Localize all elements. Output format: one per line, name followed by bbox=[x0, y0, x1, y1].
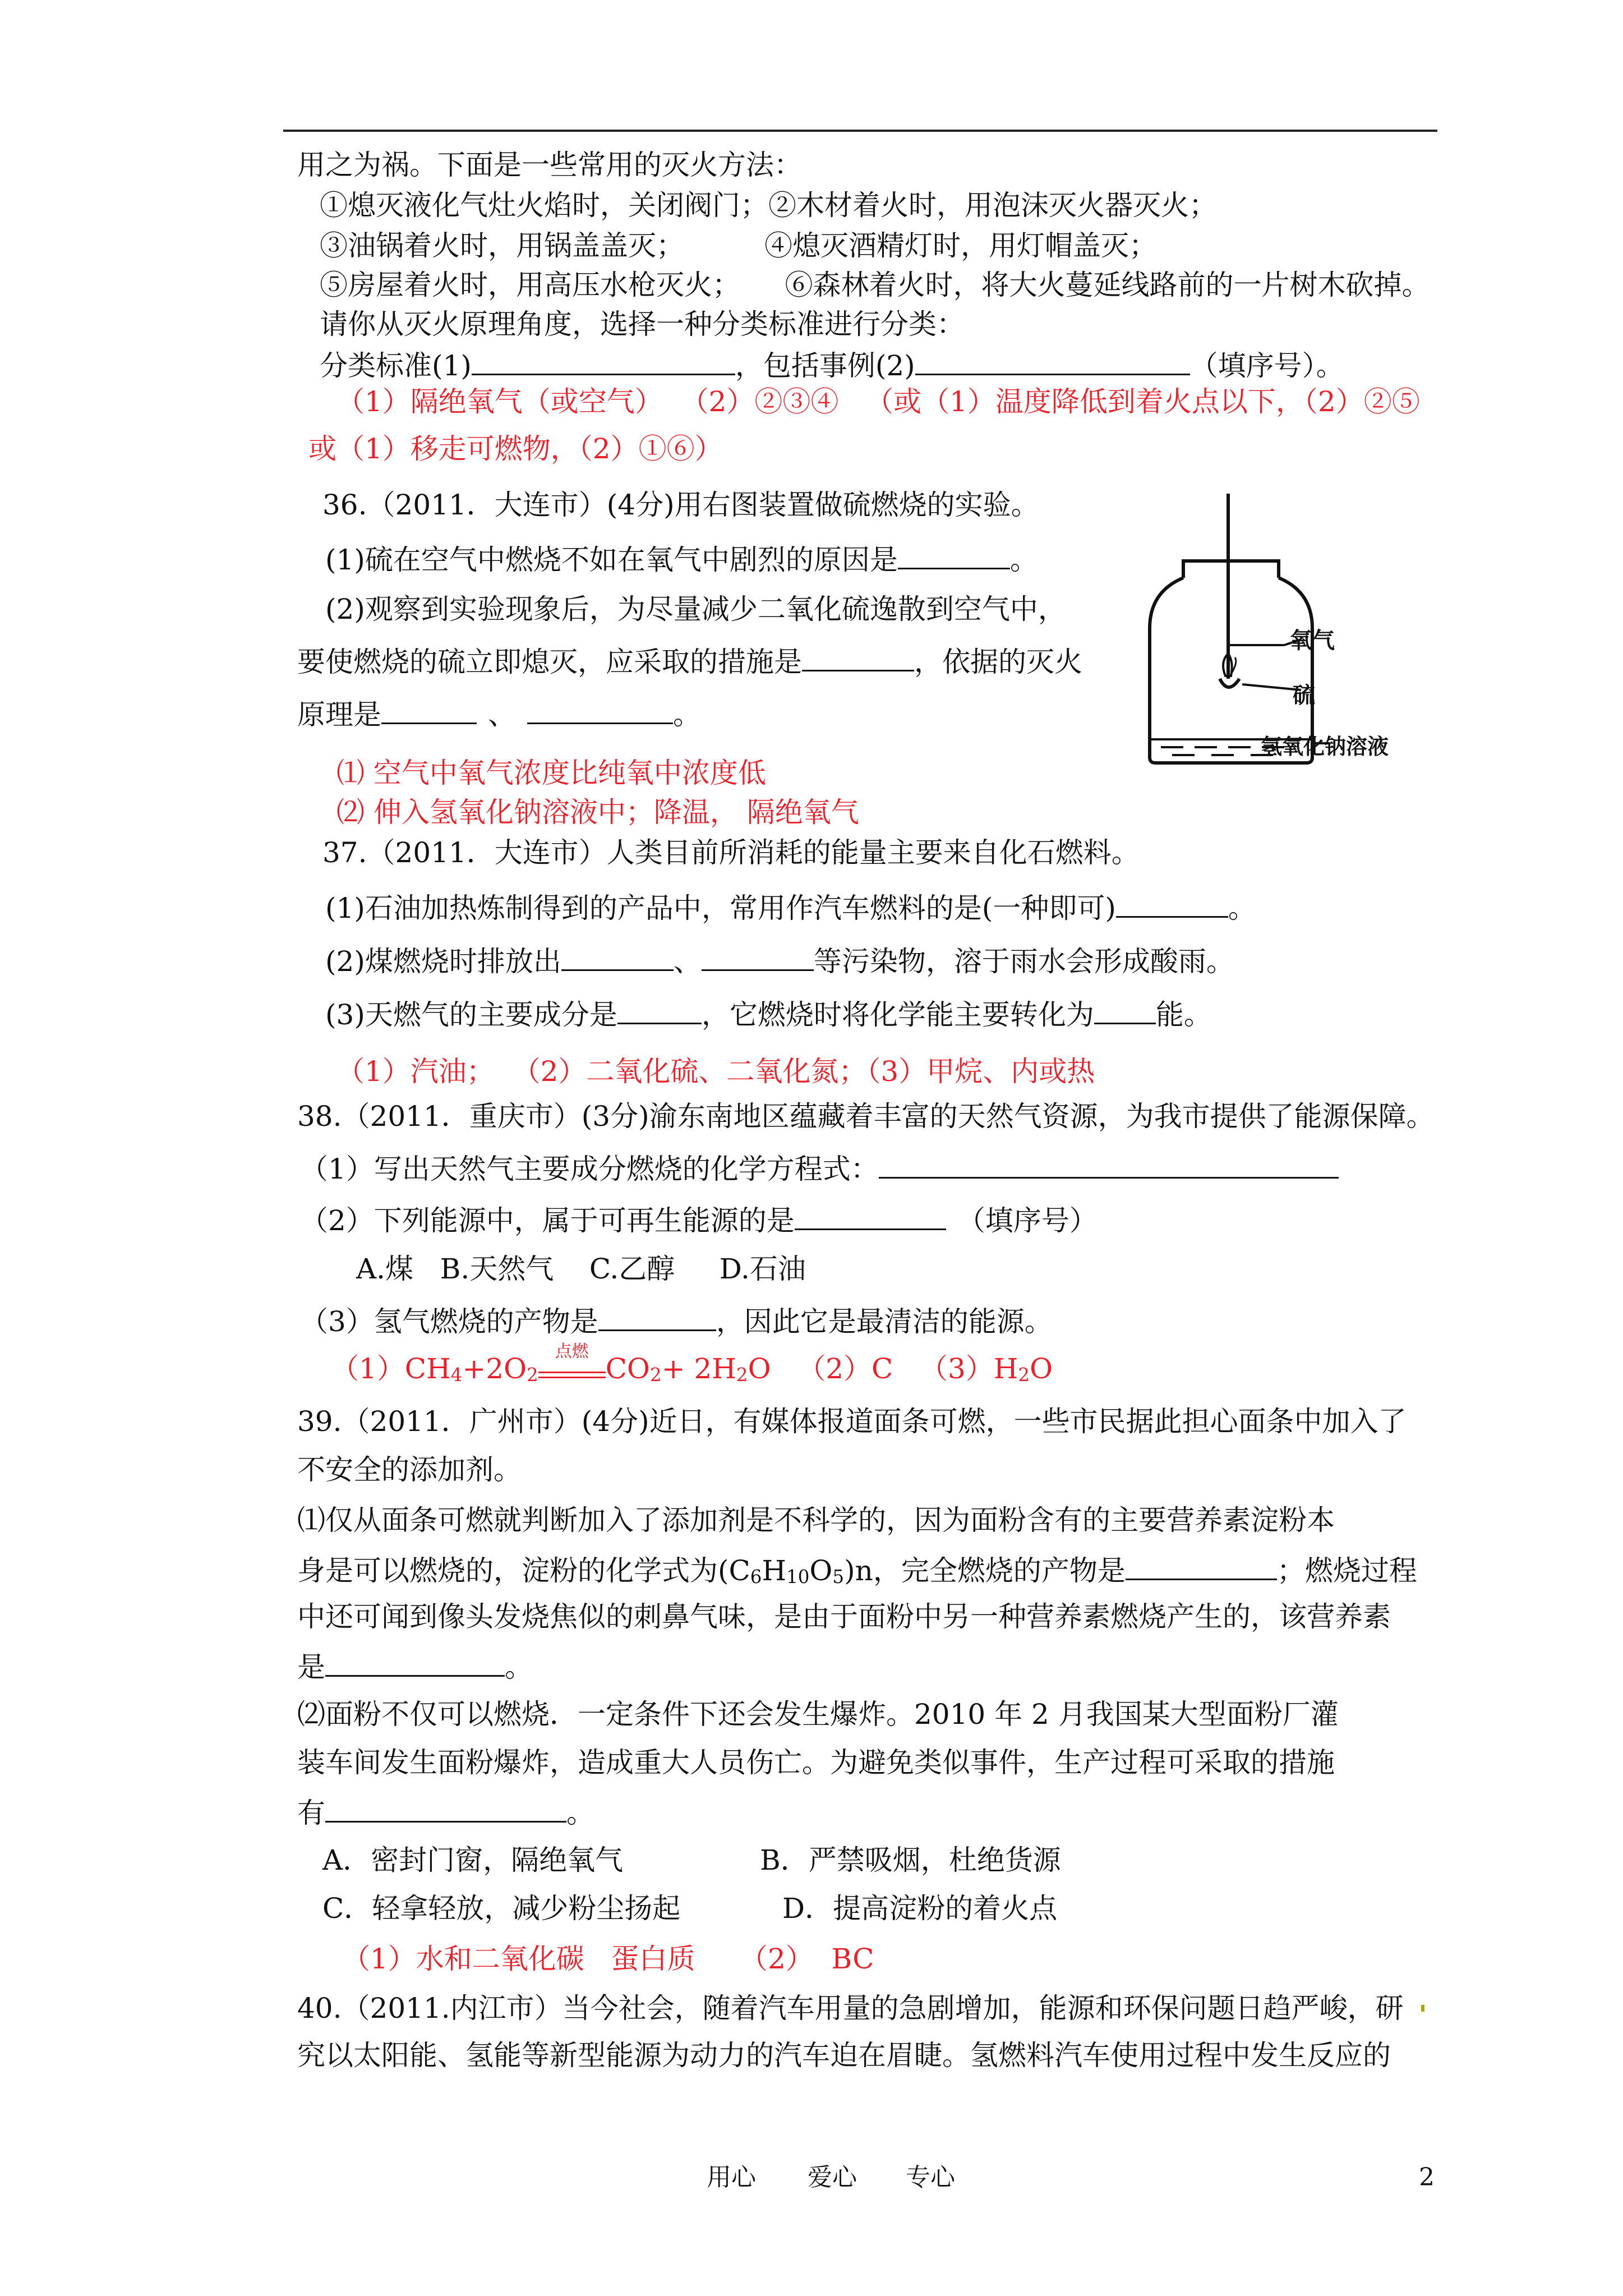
q36-part1-end: 。 bbox=[1009, 544, 1038, 576]
q36-principle-label: 原理是 bbox=[297, 698, 381, 731]
q36-part2-text2: ，依据的灭火 bbox=[914, 646, 1082, 678]
intro-line-1: 用之为祸。下面是一些常用的灭火方法： bbox=[297, 149, 802, 181]
q39-p1-line4 bbox=[297, 1648, 533, 1684]
ans38-sub: 2 bbox=[527, 1364, 538, 1386]
intro-line-2: ①熄灭液化气灶火焰时，关闭阀门；②木材着火时，用泡沫灭火器灭火； bbox=[320, 189, 1217, 222]
examples-label: ，包括事例(2) bbox=[735, 349, 915, 382]
q40-line-2: 究以太阳能、氢能等新型能源为动力的汽车迫在眉睫。氢燃料汽车使用过程中发生反应的 bbox=[297, 2039, 1391, 2072]
ans38-c: CO bbox=[605, 1352, 650, 1385]
footer-motto-2: 爱心 bbox=[808, 2163, 857, 2192]
q38-part3-end: ，因此它是最清洁的能源。 bbox=[716, 1305, 1053, 1338]
q39-text: 是 bbox=[297, 1651, 325, 1683]
answer-blank[interactable] bbox=[598, 1303, 716, 1331]
answer-blank[interactable] bbox=[617, 996, 702, 1024]
figure-label-oxygen: 氧气 bbox=[1290, 627, 1335, 654]
q37-title: 37.（2011．大连市）人类目前所消耗的能量主要来自化石燃料。 bbox=[322, 836, 1140, 869]
q39-p2-line2: 装车间发生面粉爆炸，造成重大人员伤亡。为避免类似事件，生产过程可采取的措施 bbox=[297, 1746, 1335, 1779]
q39-formula-a: 身是可以燃烧的，淀粉的化学式为(C bbox=[297, 1554, 750, 1587]
q39-formula-d: )n，完全燃烧的产物是 bbox=[844, 1554, 1126, 1587]
ans38-sub: 2 bbox=[736, 1364, 748, 1386]
ans38-a: （1）CH bbox=[331, 1352, 451, 1385]
q39-formula-b: H bbox=[762, 1554, 787, 1587]
answer-39: （1）水和二氧化碳 蛋白质 （2） BC bbox=[342, 1943, 874, 1975]
answer-blank[interactable] bbox=[802, 643, 914, 671]
q37-part2 bbox=[325, 942, 1234, 978]
answer-35-line-2: 或（1）移走可燃物，（2）①⑥） bbox=[308, 432, 723, 465]
q37-part1-end: 。 bbox=[1228, 892, 1256, 924]
answer-blank[interactable] bbox=[561, 942, 674, 971]
ans38-f: O bbox=[1030, 1352, 1053, 1385]
q39-text: 。 bbox=[505, 1651, 533, 1683]
q39-formula-c: O bbox=[809, 1554, 833, 1587]
answer-blank[interactable] bbox=[1094, 996, 1156, 1024]
q37-part3 bbox=[325, 996, 1212, 1032]
q39-text: ；燃烧过程 bbox=[1276, 1554, 1417, 1587]
figure-label-sulfur: 硫 bbox=[1293, 682, 1315, 708]
q38-part2 bbox=[300, 1202, 1098, 1237]
q39-option-d: D．提高淀粉的着火点 bbox=[782, 1892, 1058, 1925]
q39-title-2: 不安全的添加剂。 bbox=[297, 1453, 522, 1486]
intro-line-5: 请你从灭火原理角度，选择一种分类标准进行分类： bbox=[320, 308, 965, 341]
footer-motto-1: 用心 bbox=[707, 2163, 756, 2192]
footer-motto-3: 专心 bbox=[906, 2163, 955, 2192]
answer-blank[interactable] bbox=[527, 696, 673, 724]
ans38-sub: 2 bbox=[1018, 1364, 1030, 1386]
q36-sep: 、 bbox=[488, 698, 516, 731]
answer-blank[interactable] bbox=[325, 1794, 566, 1823]
q39-option-b: B．严禁吸烟，杜绝货源 bbox=[760, 1844, 1061, 1876]
answer-36-line-1: ⑴ 空气中氧气浓度比纯氧中浓度低 bbox=[336, 757, 766, 789]
page-number: 2 bbox=[1419, 2163, 1435, 2192]
reaction-condition bbox=[538, 1342, 606, 1378]
q38-options: A.煤 B.天然气 C.乙醇 D.石油 bbox=[356, 1253, 806, 1285]
q37-part2-text2: 等污染物，溶于雨水会形成酸雨。 bbox=[813, 945, 1234, 978]
reaction-condition-label: 点燃 bbox=[555, 1342, 589, 1361]
q36-part2-line3 bbox=[297, 696, 701, 731]
q39-sub: 5 bbox=[832, 1566, 845, 1588]
header-rule bbox=[283, 130, 1437, 132]
ans38-e: O （2）C （3）H bbox=[748, 1352, 1018, 1385]
answer-blank[interactable] bbox=[325, 1648, 505, 1677]
q39-p1-line1: ⑴仅从面条可燃就判断加入了添加剂是不科学的，因为面粉含有的主要营养素淀粉本 bbox=[297, 1504, 1335, 1536]
q39-p1-line3: 中还可闻到像头发烧焦似的刺鼻气味，是由于面粉中另一种营养素燃烧产生的，该营养素 bbox=[297, 1600, 1391, 1633]
fill-number-label: （填序号）。 bbox=[1189, 349, 1344, 382]
q38-part3 bbox=[300, 1303, 1053, 1338]
q37-part2-text: (2)煤燃烧时排放出 bbox=[325, 945, 561, 978]
q39-text: 有 bbox=[297, 1797, 325, 1829]
q36-part1-text: (1)硫在空气中燃烧不如在氧气中剧烈的原因是 bbox=[325, 544, 898, 576]
answer-35-line-1: （1）隔绝氧气（或空气） （2）②③④ （或（1）温度降低到着火点以下，（2）②⑤ bbox=[336, 385, 1420, 418]
q36-part1 bbox=[325, 541, 1038, 577]
q38-part1-text: （1）写出天然气主要成分燃烧的化学方程式： bbox=[300, 1153, 879, 1185]
ans38-d: + 2H bbox=[661, 1352, 736, 1385]
q37-sep: 、 bbox=[673, 945, 702, 978]
answer-blank[interactable] bbox=[795, 1202, 946, 1230]
answer-blank[interactable] bbox=[1126, 1552, 1277, 1580]
q39-option-c: C．轻拿轻放，减少粉尘扬起 bbox=[322, 1892, 681, 1925]
stray-mark bbox=[1421, 2005, 1424, 2012]
answer-blank[interactable] bbox=[898, 541, 1010, 569]
q37-part1 bbox=[325, 889, 1256, 925]
answer-36-line-2: ⑵ 伸入氢氧化钠溶液中；降温， 隔绝氧气 bbox=[336, 796, 859, 829]
ans38-b: +2O bbox=[462, 1352, 527, 1385]
ans38-sub: 4 bbox=[450, 1364, 463, 1386]
classify-label: 分类标准(1) bbox=[320, 349, 472, 382]
figure-label-naoh: 氢氧化钠溶液 bbox=[1261, 734, 1389, 759]
intro-line-4: ⑤房屋着火时，用高压水枪灭火； ⑥森林着火时，将大火蔓延线路前的一片树木砍掉。 bbox=[320, 269, 1430, 301]
q39-p1-line2 bbox=[297, 1552, 1417, 1594]
q38-part2-text: （2）下列能源中，属于可再生能源的是 bbox=[300, 1204, 795, 1237]
q37-part3-text2: ，它燃烧时将化学能主要转化为 bbox=[701, 999, 1094, 1031]
q39-option-a: A．密封门窗，隔绝氧气 bbox=[322, 1844, 624, 1876]
answer-blank[interactable] bbox=[915, 347, 1190, 375]
answer-37: （1）汽油； （2）二氧化硫、二氧化氮；（3）甲烷、内或热 bbox=[336, 1055, 1095, 1088]
sulfur-apparatus-figure bbox=[1116, 494, 1464, 785]
q36-title: 36.（2011．大连市）(4分)用右图装置做硫燃烧的实验。 bbox=[322, 489, 1039, 521]
q39-title-1: 39.（2011．广州市）(4分)近日，有媒体报道面条可燃，一些市民据此担心面条中加入了 bbox=[297, 1405, 1407, 1438]
q39-text: 。 bbox=[566, 1797, 594, 1829]
q39-sub: 6 bbox=[750, 1566, 762, 1588]
q38-title: 38.（2011．重庆市）(3分)渝东南地区蕴藏着丰富的天然气资源，为我市提供了能源保障。 bbox=[297, 1100, 1435, 1133]
classify-line bbox=[320, 347, 1344, 383]
answer-blank[interactable] bbox=[1116, 889, 1228, 918]
answer-blank[interactable] bbox=[472, 347, 735, 375]
q38-part3-text: （3）氢气燃烧的产物是 bbox=[300, 1305, 598, 1338]
answer-blank[interactable] bbox=[879, 1150, 1339, 1179]
q38-part2-end: （填序号） bbox=[957, 1204, 1098, 1237]
q36-end: 。 bbox=[673, 698, 701, 731]
q39-p2-line3 bbox=[297, 1794, 594, 1830]
intro-line-3: ③油锅着火时，用锅盖盖灭； ④熄灭酒精灯时，用灯帽盖灭； bbox=[320, 229, 1158, 262]
answer-38 bbox=[331, 1342, 1053, 1392]
answer-blank[interactable] bbox=[702, 942, 814, 971]
q40-line-1: 40.（2011.内江市）当今社会，随着汽车用量的急剧增加，能源和环保问题日趋严峻，研 bbox=[297, 1992, 1404, 2024]
q38-part1 bbox=[300, 1150, 1339, 1186]
q39-sub: 10 bbox=[786, 1566, 810, 1588]
q37-part3-end: 能。 bbox=[1155, 999, 1212, 1031]
q36-part2-line1: (2)观察到实验现象后，为尽量减少二氧化硫逸散到空气中， bbox=[325, 593, 1066, 625]
q36-part2-line2 bbox=[297, 643, 1082, 679]
q36-part2-text: 要使燃烧的硫立即熄灭，应采取的措施是 bbox=[297, 646, 802, 678]
answer-blank[interactable] bbox=[381, 696, 477, 724]
ans38-sub: 2 bbox=[650, 1364, 662, 1386]
q39-p2-line1: ⑵面粉不仅可以燃烧．一定条件下还会发生爆炸。2010 年 2 月我国某大型面粉厂灌 bbox=[297, 1698, 1339, 1731]
q37-part3-text: (3)天燃气的主要成分是 bbox=[325, 999, 617, 1031]
q37-part1-text: (1)石油加热炼制得到的产品中，常用作汽车燃料的是(一种即可) bbox=[325, 892, 1116, 924]
